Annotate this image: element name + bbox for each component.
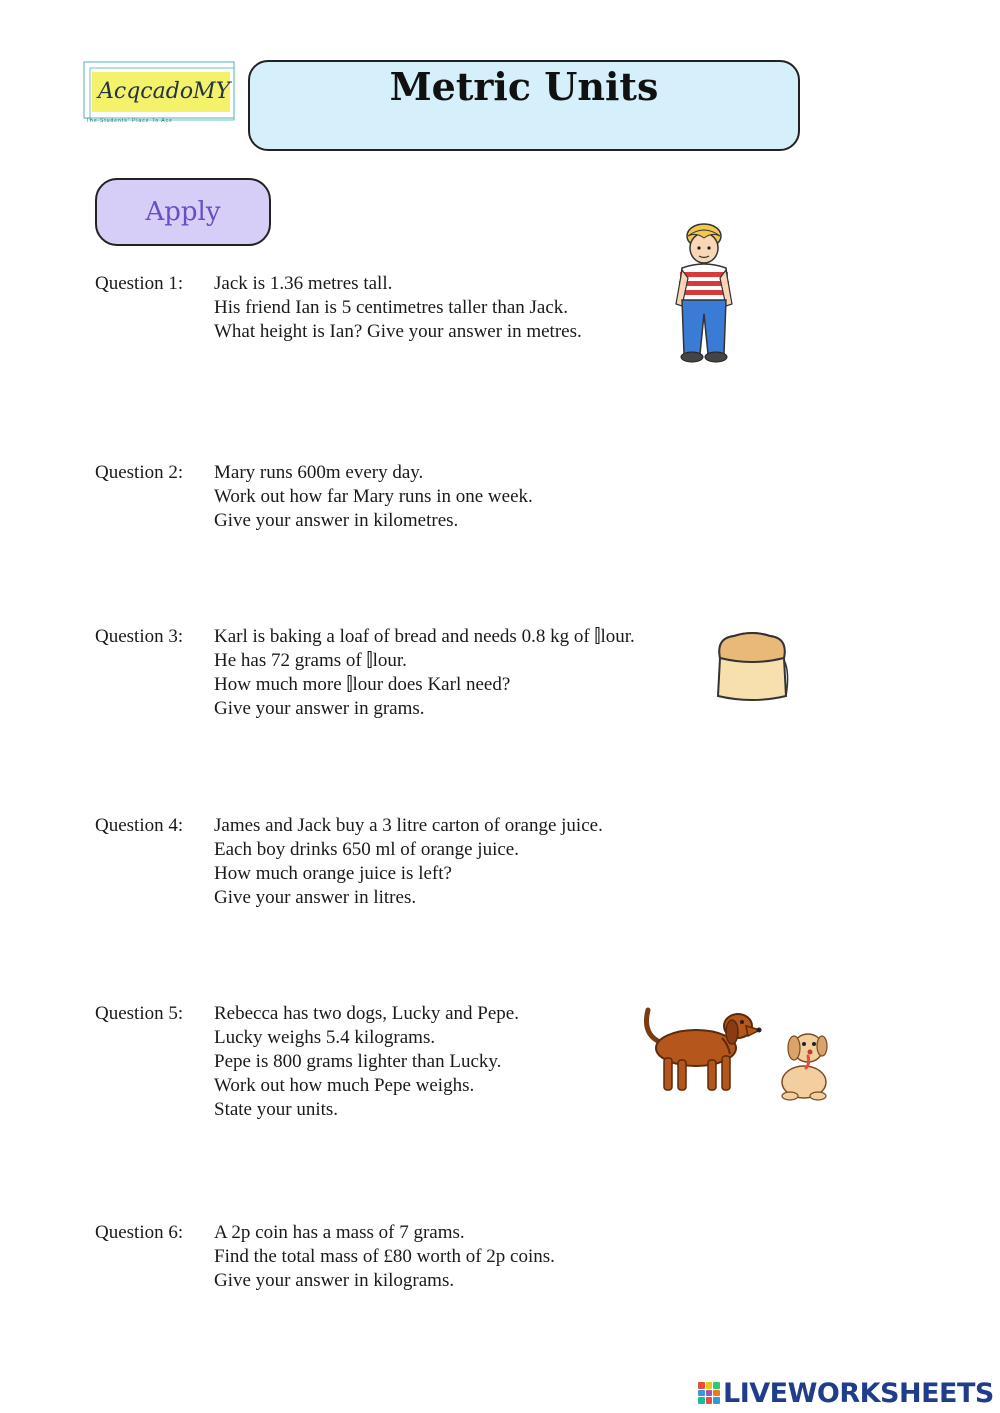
question-line: He has 72 grams of ⫿lour.: [214, 650, 407, 671]
liveworksheets-wordmark: LIVEWORKSHEETS: [723, 1377, 994, 1409]
question-line: Give your answer in kilograms.: [214, 1270, 455, 1291]
question-5-text: [214, 1002, 519, 1122]
question-line: His friend Ian is 5 centimetres taller than Jack.: [214, 297, 569, 318]
question-line: How much orange juice is left?: [214, 863, 452, 884]
question-line: Jack is 1.36 metres tall.: [214, 273, 393, 294]
logo-tagline: The Students' Place To Ace: [86, 118, 173, 124]
question-1-label: Question 1:: [95, 273, 184, 294]
question-3-label: Question 3:: [95, 626, 184, 647]
question-line: Find the total mass of £80 worth of 2p coins.: [214, 1246, 555, 1267]
question-line: Give your answer in litres.: [214, 887, 417, 908]
liveworksheets-logo-icon: [698, 1382, 720, 1404]
question-line: Karl is baking a loaf of bread and needs 0.8 kg of ⫿lour.: [214, 626, 635, 647]
question-line: James and Jack buy a 3 litre carton of orange juice.: [214, 815, 603, 836]
svg-text:AcqcadoMY: AcqcadoMY: [98, 79, 231, 104]
question-line: Rebecca has two dogs, Lucky and Pepe.: [214, 1003, 519, 1024]
boy-illustration-icon: [668, 222, 738, 364]
dachshund-icon: [638, 1004, 764, 1100]
question-line: Work out how much Pepe weighs.: [214, 1075, 475, 1096]
question-line: Mary runs 600m every day.: [214, 462, 424, 483]
question-line: Pepe is 800 grams lighter than Lucky.: [214, 1051, 502, 1072]
bread-loaf-icon: [712, 630, 792, 706]
question-line: A 2p coin has a mass of 7 grams.: [214, 1222, 465, 1243]
question-4-text: [214, 814, 603, 910]
question-line: How much more ⫿lour does Karl need?: [214, 674, 511, 695]
question-line: Give your answer in kilometres.: [214, 510, 459, 531]
question-6-label: Question 6:: [95, 1222, 184, 1243]
question-1-text: [214, 272, 582, 344]
question-line: State your units.: [214, 1099, 339, 1120]
question-2-text: [214, 461, 533, 533]
apply-label: Apply: [145, 197, 221, 227]
question-line: What height is Ian? Give your answer in metres.: [214, 321, 582, 342]
question-6-text: [214, 1221, 555, 1293]
academy-logo: [82, 60, 240, 126]
puppy-icon: [770, 1024, 836, 1102]
question-2-label: Question 2:: [95, 462, 184, 483]
question-4-label: Question 4:: [95, 815, 184, 836]
question-line: Work out how far Mary runs in one week.: [214, 486, 533, 507]
liveworksheets-brand: [698, 1378, 994, 1408]
question-line: Give your answer in grams.: [214, 698, 425, 719]
apply-section-badge: [95, 178, 271, 246]
question-line: Each boy drinks 650 ml of orange juice.: [214, 839, 519, 860]
page-title: Metric Units: [389, 64, 659, 109]
question-3-text: [214, 625, 635, 721]
question-line: Lucky weighs 5.4 kilograms.: [214, 1027, 436, 1048]
question-5-label: Question 5:: [95, 1003, 184, 1024]
